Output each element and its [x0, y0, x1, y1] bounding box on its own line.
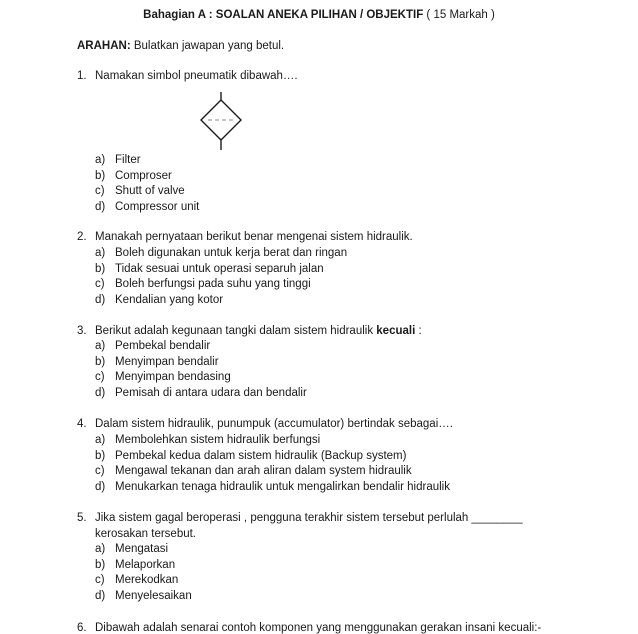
- option-text: Tidak sesuai untuk operasi separuh jalan: [115, 262, 324, 275]
- option-text: Shutt of valve: [115, 185, 185, 198]
- option-text: Boleh digunakan untuk kerja berat dan ringan: [115, 247, 348, 259]
- option-a[interactable]: [95, 246, 347, 262]
- option-b[interactable]: [95, 558, 192, 574]
- option-c[interactable]: [95, 370, 307, 386]
- question-number: 3.: [77, 325, 87, 337]
- option-letter: d): [95, 386, 106, 399]
- option-b[interactable]: [95, 262, 347, 278]
- option-letter: c): [95, 185, 105, 198]
- option-d[interactable]: [95, 200, 199, 216]
- option-text: Filter: [115, 154, 141, 166]
- option-text: Pembekal kedua dalam sistem hidraulik (Backup system): [115, 449, 407, 462]
- option-text: Menyimpan bendasing: [115, 371, 231, 384]
- option-c[interactable]: [95, 573, 192, 589]
- option-b[interactable]: [95, 449, 450, 465]
- option-letter: b): [95, 262, 106, 275]
- option-a[interactable]: [95, 542, 192, 558]
- question-text: Dibawah adalah senarai contoh komponen yang menggunakan gerakan insani kecuali:-: [95, 622, 542, 634]
- options-q3: [95, 339, 307, 401]
- option-letter: d): [95, 589, 106, 602]
- option-letter: a): [95, 154, 106, 166]
- question-2: [77, 231, 413, 243]
- question-number: 4.: [77, 418, 87, 430]
- question-number: 2.: [77, 231, 87, 243]
- option-text: Kendalian yang kotor: [115, 293, 224, 306]
- question-1: [77, 70, 298, 82]
- question-text: Namakan simbol pneumatik dibawah….: [95, 70, 298, 82]
- section-title: [0, 9, 638, 21]
- section-title-marks: ( 15 Markah ): [423, 9, 495, 21]
- question-number: 5.: [77, 512, 87, 524]
- option-letter: c): [95, 371, 105, 384]
- option-letter: a): [95, 434, 106, 446]
- option-c[interactable]: [95, 277, 347, 293]
- option-text: Boleh berfungsi pada suhu yang tinggi: [115, 278, 311, 291]
- question-keyword: kecuali: [376, 325, 416, 337]
- option-letter: c): [95, 465, 105, 478]
- options-q4: [95, 433, 450, 495]
- options-q5: [95, 542, 192, 604]
- option-d[interactable]: [95, 293, 347, 309]
- option-text: Menukarkan tenaga hidraulik untuk mengalirkan bendalir hidraulik: [115, 480, 450, 493]
- option-text: Comproser: [115, 169, 172, 182]
- option-c[interactable]: [95, 464, 450, 480]
- filter-symbol-icon: [196, 92, 246, 150]
- option-text: Pemisah di antara udara dan bendalir: [115, 386, 307, 399]
- option-a[interactable]: [95, 339, 307, 355]
- section-title-bold: Bahagian A : SOALAN ANEKA PILIHAN / OBJEKTIF: [143, 9, 424, 21]
- question-4: [77, 418, 453, 430]
- question-3: [77, 325, 422, 337]
- option-a[interactable]: [95, 153, 199, 169]
- options-q1: [95, 153, 199, 215]
- option-d[interactable]: [95, 386, 307, 402]
- option-text: Mengatasi: [115, 543, 169, 555]
- question-text: Manakah pernyataan berikut benar mengenai sistem hidraulik.: [95, 231, 413, 243]
- instructions-label: ARAHAN:: [77, 40, 131, 52]
- question-5-continued: kerosakan tersebut.: [95, 528, 197, 540]
- option-letter: b): [95, 558, 106, 571]
- option-text: Melaporkan: [115, 558, 176, 571]
- question-5: [77, 512, 523, 524]
- question-number: 6.: [77, 622, 87, 634]
- option-text: Menyimpan bendalir: [115, 355, 219, 368]
- question-text: Dalam sistem hidraulik, punumpuk (accumulator) bertindak sebagai….: [95, 418, 453, 430]
- question-text-end: :: [415, 325, 422, 337]
- option-letter: b): [95, 449, 106, 462]
- option-letter: c): [95, 278, 105, 291]
- question-text: Berikut adalah kegunaan tangki dalam sistem hidraulik: [95, 325, 377, 337]
- option-text: Menyelesaikan: [115, 589, 192, 602]
- option-text: Merekodkan: [115, 574, 179, 587]
- options-q2: [95, 246, 347, 308]
- question-text: Jika sistem gagal beroperasi , pengguna terakhir sistem tersebut perlulah ________: [95, 512, 523, 524]
- option-d[interactable]: [95, 589, 192, 605]
- option-letter: a): [95, 340, 106, 352]
- option-d[interactable]: [95, 480, 450, 496]
- option-a[interactable]: [95, 433, 450, 449]
- option-letter: a): [95, 543, 106, 555]
- question-6: [77, 622, 541, 634]
- option-letter: b): [95, 169, 106, 182]
- option-letter: b): [95, 355, 106, 368]
- option-c[interactable]: [95, 184, 199, 200]
- instructions-text: Bulatkan jawapan yang betul.: [130, 40, 285, 52]
- option-b[interactable]: [95, 169, 199, 185]
- option-letter: d): [95, 200, 106, 213]
- option-letter: d): [95, 480, 106, 493]
- option-letter: d): [95, 293, 106, 306]
- option-text: Pembekal bendalir: [115, 340, 211, 352]
- question-number: 1.: [77, 70, 87, 82]
- option-letter: c): [95, 574, 105, 587]
- option-b[interactable]: [95, 355, 307, 371]
- option-text: Compressor unit: [115, 200, 200, 213]
- option-letter: a): [95, 247, 106, 259]
- instructions: [77, 40, 284, 52]
- option-text: Membolehkan sistem hidraulik berfungsi: [115, 434, 321, 446]
- option-text: Mengawal tekanan dan arah aliran dalam system hidraulik: [115, 465, 412, 478]
